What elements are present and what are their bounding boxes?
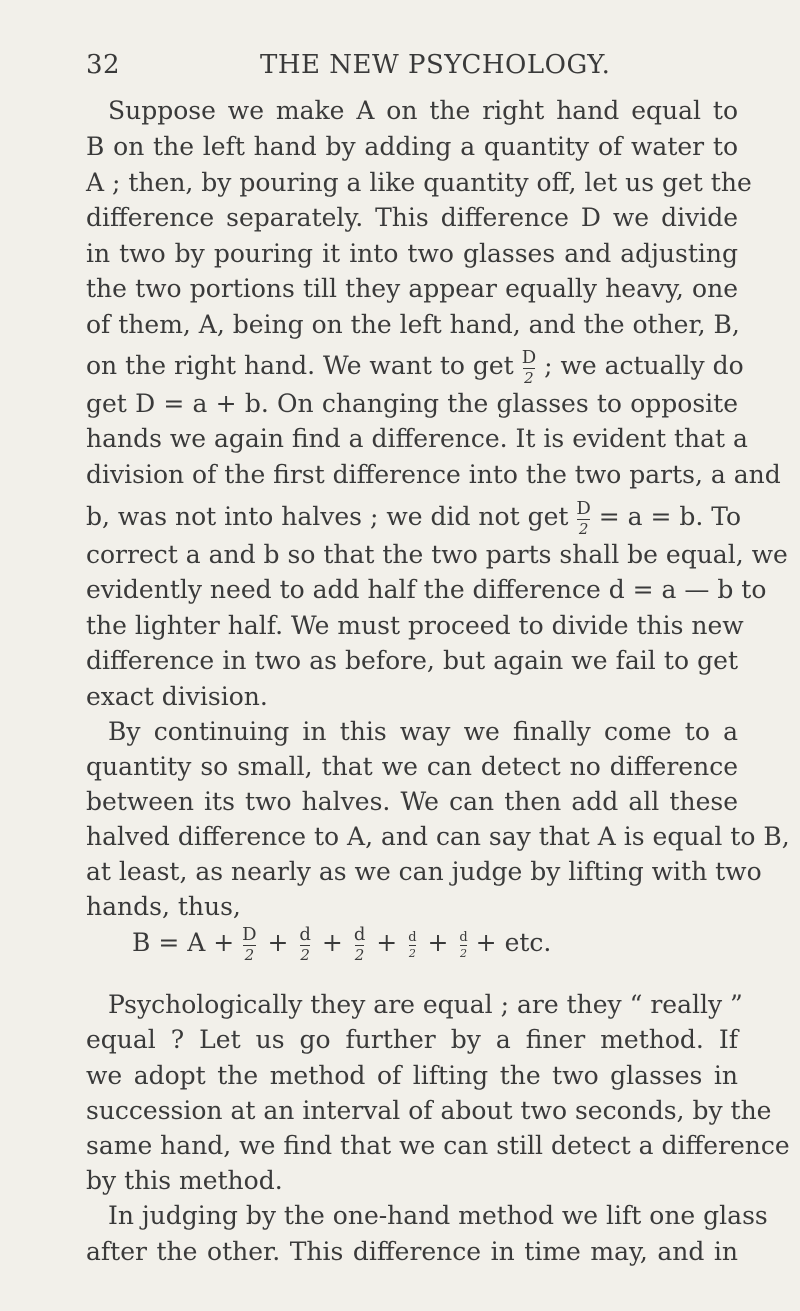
text-line: the lighter half. We must proceed to divide this new [86,611,744,640]
text-line: equal ? Let us go further by a finer method. If [86,1025,738,1054]
text-line: difference separately. This difference D we divide [86,203,738,232]
plus-sign: + [427,928,449,957]
formula-tail: + etc. [475,928,552,957]
fraction-denominator: 2 [524,369,534,387]
text-line: in two by pouring it into two glasses and adjusting [86,239,738,268]
text-segment: ; we actually do [544,351,744,380]
text-line: Psychologically they are equal ; are they “ really ” [108,990,743,1019]
formula-term-d [354,926,366,963]
text-line: quantity so small, that we can detect no difference [86,752,738,781]
text-line: by this method. [86,1166,283,1195]
text-line-with-fraction [86,349,744,386]
fraction-numerator: D [242,924,257,945]
text-segment: b, was not into halves ; we did not get [86,502,569,531]
page-number: 32 [86,50,121,80]
fraction-bar [409,945,415,946]
text-line: of them, A, being on the left hand, and the other, B, [86,310,740,339]
formula-term-d [408,931,416,959]
fraction-denominator: 2 [578,520,589,538]
fraction-numerator: d [408,929,417,945]
text-line: hands we again find a difference. It is evident that a [86,424,748,453]
text-line: the two portions till they appear equally heavy, one [86,274,738,303]
fraction-numerator: D [521,347,537,368]
fraction-denominator: 2 [354,946,365,964]
fraction-denominator: 2 [300,946,310,964]
text-line: we adopt the method of lifting the two glasses in [86,1061,738,1090]
formula [132,926,551,963]
fraction-numerator: d [459,929,468,945]
text-line: correct a and b so that the two parts shall be equal, we [86,540,788,569]
fraction-numerator: d [299,924,311,945]
formula-lhs: B = A + [132,928,235,957]
text-line: division of the first difference into the two parts, a and [86,460,781,489]
text-segment: on the right hand. We want to get [86,351,514,380]
text-line: hands, thus, [86,892,241,921]
text-line: evidently need to add half the difference d = a — b to [86,575,767,604]
formula-term-d [299,926,311,963]
plus-sign: + [321,928,343,957]
text-line: exact division. [86,682,268,711]
fraction-numerator: d [353,924,366,945]
fraction-denominator: 2 [244,946,255,964]
text-line: between its two halves. We can then add all these [86,787,738,816]
fraction-d-over-2 [576,500,590,537]
fraction-denominator: 2 [460,946,468,960]
fraction-d-over-2 [522,349,536,386]
text-line: at least, as nearly as we can judge by lifting with two [86,857,762,886]
fraction-denominator: 2 [408,946,416,960]
text-line-with-fraction [86,500,741,537]
text-line: after the other. This difference in time may, and in [86,1237,738,1266]
text-segment: = a = b. To [598,502,742,531]
running-title: THE NEW PSYCHOLOGY. [260,50,611,80]
formula-term-d [459,931,467,959]
text-line: B on the left hand by adding a quantity of water to [86,132,738,161]
text-line: Suppose we make A on the right hand equal to [108,96,738,125]
plus-sign: + [376,928,398,957]
text-line: In judging by the one-hand method we lift one glass [108,1201,768,1230]
formula-term-big-d [242,926,256,963]
text-line: get D = a + b. On changing the glasses to opposite [86,389,738,418]
text-line: same hand, we find that we can still detect a difference [86,1131,790,1160]
text-line: A ; then, by pouring a like quantity off, let us get the [86,168,752,197]
text-line: succession at an interval of about two seconds, by the [86,1096,772,1125]
text-line: By continuing in this way we finally come to a [108,717,738,746]
text-line: halved difference to A, and can say that A is equal to B, [86,822,790,851]
fraction-numerator: D [576,498,591,519]
text-line: difference in two as before, but again we fail to get [86,646,738,675]
fraction-bar [460,945,466,946]
plus-sign: + [267,928,289,957]
page-header [86,50,736,86]
